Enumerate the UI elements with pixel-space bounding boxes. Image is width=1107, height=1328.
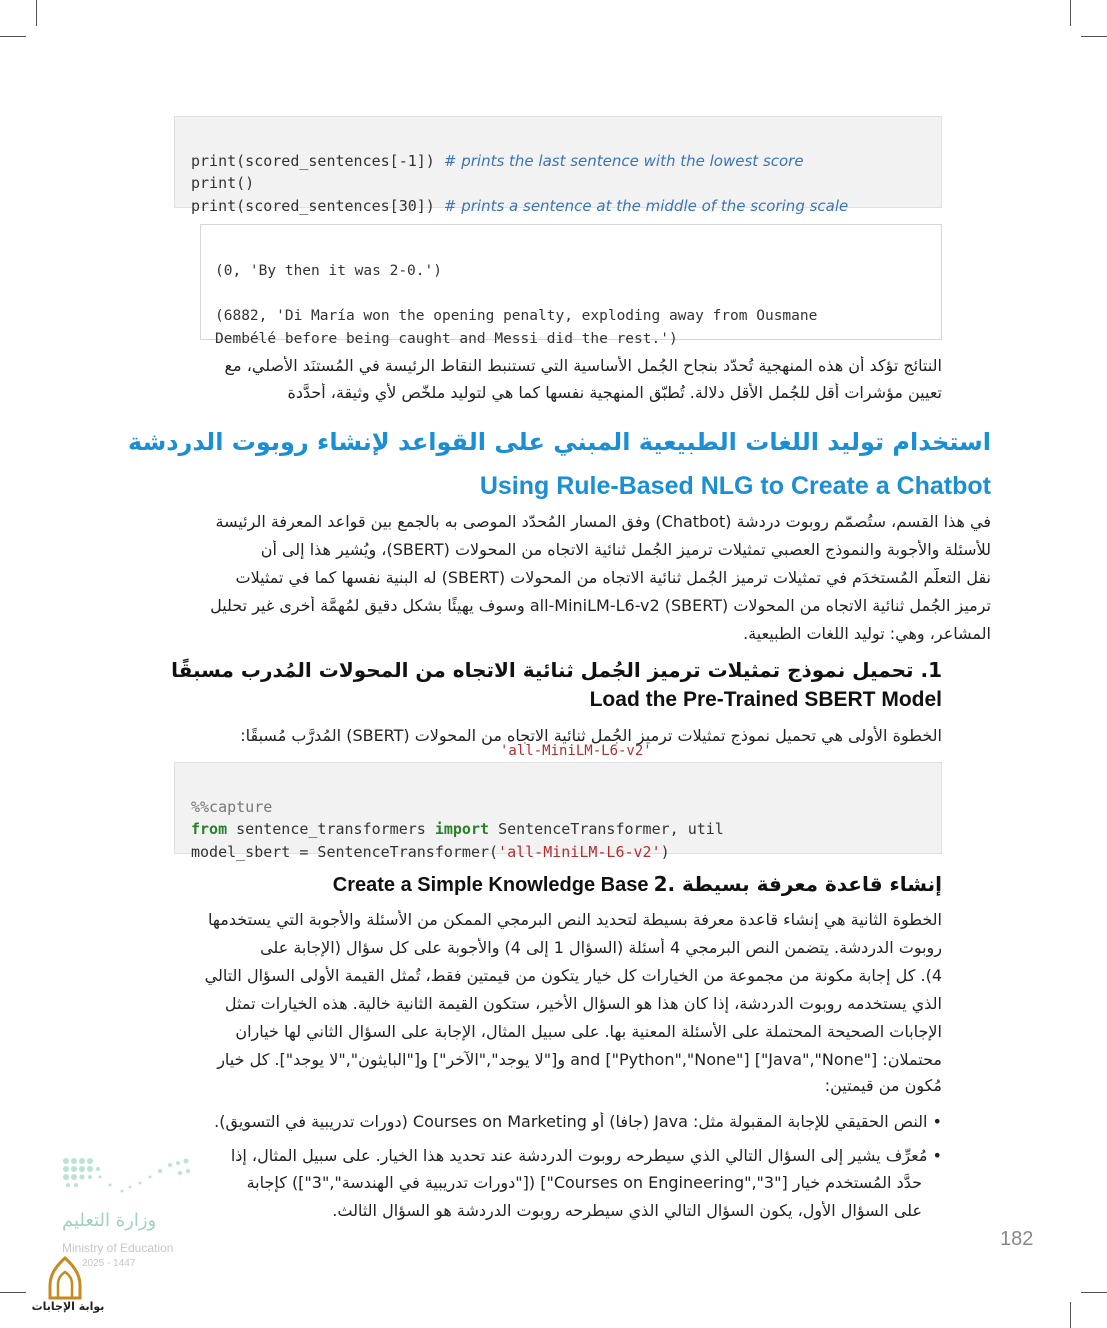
section-title-ar: استخدام توليد اللغات الطبيعية المبني على القواعد لإنشاء روبوت الدردشة — [128, 428, 991, 456]
step2-title — [333, 872, 942, 897]
output-line: (0, 'By then it was 2-0.') — [215, 263, 442, 279]
crop-mark — [1070, 0, 1071, 26]
paragraph-line: تعيين مؤشرات أقل للجُمل الأقل دلالة. تُطبّق المنهجية نفسها كما هي لتوليد ملخّص لأي وثيقة، أُحدَّدة — [287, 383, 942, 402]
crop-mark — [0, 1292, 26, 1293]
code-line: print(scored_sentences[-1]) # prints the last sentence with the lowest score — [191, 151, 804, 170]
paragraph-line: مُكون من قيمتين: — [824, 1076, 942, 1095]
section-title-en: Using Rule-Based NLG to Create a Chatbot — [479, 472, 991, 500]
paragraph-line: المشاعر، وهي: توليد اللغات الطبيعية. — [743, 624, 991, 643]
paragraph-line: في هذا القسم، ستُصمّم روبوت دردشة (Chatbot) وفق المسار المُحدّد الموصى به بالجمع بين قواعد المعرفة الرئيسة — [215, 512, 991, 531]
code-line: model_sbert = SentenceTransformer('all-MiniLM-L6-v2') — [191, 842, 670, 861]
code-comment: # prints the last sentence with the lowest score — [443, 151, 804, 170]
paragraph-line: ترميز الجُمل ثنائية الاتجاه من المحولات all-MiniLM-L6-v2 (SBERT) وسوف يهيئًا بشكل دقيق لمُهمَّة أخرى غير تحليل — [210, 596, 991, 615]
code-line: %%capture — [191, 797, 273, 816]
code-output — [200, 224, 942, 347]
output-line: Dembélé before being caught and Messi did the rest.') — [215, 331, 678, 347]
site-label: بوابة الإجابات — [31, 1300, 105, 1313]
site-logo-icon — [44, 1256, 86, 1300]
code-block-load-model — [174, 762, 942, 861]
paragraph-line: الذي يستخدمه روبوت الدردشة، إذا كان هذا هو السؤال الأخير، ستكون القيمة الثانية خالية. هذه الخيارات تمثل — [224, 994, 942, 1013]
crop-mark — [36, 0, 37, 26]
step1-title-ar: 1. تحميل نموذج تمثيلات ترميز الجُمل ثنائية الاتجاه من المحولات المُدرب مسبقًا — [171, 658, 942, 682]
bullet-item: • النص الحقيقي للإجابة المقبولة مثل: Java (جافا) أو Courses on Marketing (دورات تدريبية في التسويق). — [214, 1112, 942, 1131]
code-block-print — [174, 116, 942, 215]
bullet-continuation: حدَّد المُستخدم خيار ["Courses on Engineering","3"] (["دورات تدريبية في الهندسة","3"]) كإجابة — [246, 1173, 922, 1192]
output-line: (6882, 'Di María won the opening penalty, exploding away from Ousmane — [215, 308, 818, 324]
code-comment: # prints a sentence at the middle of the scoring scale — [443, 196, 849, 215]
paragraph-line: الإجابات الصحيحة المحتملة على الأسئلة المعنية بها. على سبيل المثال، الإجابة على السؤال الثاني لها خياران — [235, 1022, 942, 1041]
ministry-logo-icon — [60, 1155, 200, 1205]
bullet-continuation: على السؤال الأول، يكون السؤال التالي الذي سيطرحه روبوت الدردشة هو السؤال الثالث. — [332, 1201, 922, 1220]
ministry-name-ar: وزارة التعليم — [62, 1210, 157, 1231]
crop-mark — [1081, 1292, 1107, 1293]
code-line: print() — [191, 174, 255, 192]
bullet-item: • مُعرِّف يشير إلى السؤال التالي الذي سيطرحه روبوت الدردشة عند تحديد هذا الخيار. على سبيل المثال، إذا — [230, 1146, 942, 1165]
paragraph-line: روبوت الدردشة. يتضمن النص البرمجي 4 أسئلة (السؤال 1 إلى 4) والأجوبة على كل سؤال (الإجابة على — [260, 938, 942, 957]
step1-description: الخطوة الأولى هي تحميل نموذج تمثيلات ترميز الجُمل ثنائية الاتجاه من المحولات (SBERT) المُدرَّب مُسبقًا: — [240, 726, 942, 745]
step2-title-ar: 2. إنشاء قاعدة معرفة بسيطة — [653, 872, 942, 896]
crop-mark — [1070, 1302, 1071, 1328]
crop-mark — [0, 36, 26, 37]
paragraph-line: الخطوة الثانية هي إنشاء قاعدة معرفة بسيطة لتحديد النص البرمجي الممكن من الأسئلة والأجوبة التي يستخدمها — [208, 910, 942, 929]
edition-year: 2025 - 1447 — [82, 1258, 136, 1269]
paragraph-line: للأسئلة والأجوبة والنموذج العصبي تمثيلات ترميز الجُمل ثنائية الاتجاه من المحولات (SBERT)، ويُشير هذا إلى أن — [260, 540, 991, 559]
ministry-name-en: Ministry of Education — [62, 1241, 174, 1255]
code-line: print(scored_sentences[30]) # prints a sentence at the middle of the scoring scale — [191, 196, 849, 215]
paragraph-line: النتائج تؤكد أن هذه المنهجية تُحدّد بنجاح الجُمل الأساسية التي تستنبط النقاط الرئيسة في المُستنَد الأصلي، مع — [224, 356, 942, 375]
step2-title-en: Create a Simple Knowledge Base — [332, 874, 649, 896]
code-line: from sentence_transformers import SentenceTransformer, util — [191, 820, 724, 838]
step1-title-en: Load the Pre-Trained SBERT Model — [589, 688, 942, 711]
crop-mark — [1081, 36, 1107, 37]
page-number: 182 — [1000, 1228, 1034, 1250]
paragraph-line: نقل التعلّم المُستخدَم في تمثيلات ترميز الجُمل ثنائية الاتجاه من المحولات (SBERT) له البنية نفسها كما في تمثيلات — [235, 568, 991, 587]
model-name: 'all-MiniLM-L6-v2' — [500, 743, 652, 759]
paragraph-line: 4). كل إجابة مكونة من مجموعة من الخيارات كل خيار يتكون من قيمتين فقط، تُمثل القيمة الأولى السؤال التالي — [204, 966, 942, 985]
paragraph-line: محتملان: ["Java","None"] and ["Python","None"] و["لا يوجد","الآخر"] و["البايثون","لا يوجد"]. كل خيار — [217, 1050, 942, 1069]
